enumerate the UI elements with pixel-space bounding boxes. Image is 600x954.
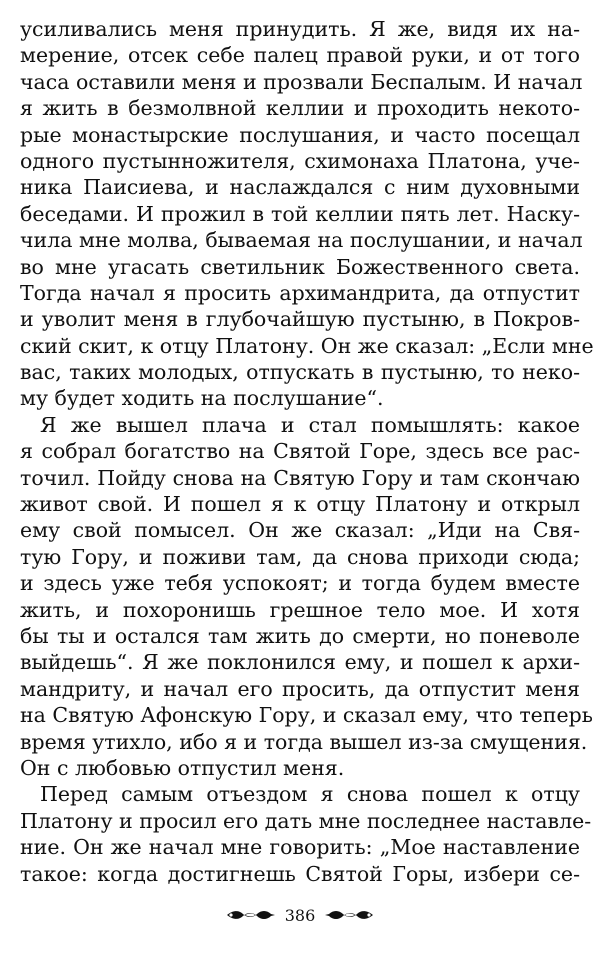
text-line: и здесь уже тебя успокоят; и тогда будем вместе <box>20 571 580 596</box>
text-line: такое: когда достигнешь Святой Горы, избери се- <box>20 861 580 886</box>
text-line: я собрал богатство на Святой Горе, здесь все рас- <box>20 439 580 464</box>
text-line: вас, таких молодых, отпускать в пустыню, то неко- <box>20 360 580 385</box>
text-line: и уволит меня в глубочайшую пустыню, в Покров- <box>20 307 580 332</box>
body-text <box>20 16 594 887</box>
text-line: точил. Пойду снова на Святую Гору и там скончаю <box>20 465 580 490</box>
text-line: беседами. И прожил в той келлии пять лет. Наску- <box>20 201 580 226</box>
text-line: тую Гору, и поживи там, да снова приходи сюда; <box>20 544 580 569</box>
page-number: 386 <box>284 905 316 925</box>
text-line: бы ты и остался там жить до смерти, но поневоле <box>20 623 580 648</box>
text-line: во мне угасать светильник Божественного света. <box>20 254 580 279</box>
text-line: Тогда начал я просить архимандрита, да отпустит <box>20 280 580 305</box>
paragraph-end-line: Он с любовью отпустил меня. <box>20 755 345 780</box>
text-line: я жить в безмолвной келлии и проходить некото- <box>20 96 580 121</box>
text-line: ние. Он же начал мне говорить: „Мое наставление <box>20 835 580 860</box>
text-line: время утихло, ибо я и тогда вышел из-за смущения. <box>20 729 588 754</box>
text-line: мерение, отсек себе палец правой руки, и от того <box>20 43 580 68</box>
text-line: ему свой помысел. Он же сказал: „Иди на Свя- <box>20 518 580 543</box>
text-line: жить, и похоронишь грешное тело мое. И хотя <box>20 597 580 622</box>
ornament-right-icon <box>323 908 375 922</box>
text-line: мандриту, и начал его просить, да отпустит меня <box>20 676 580 701</box>
text-line: выйдешь“. Я же поклонился ему, и пошел к архи- <box>20 650 580 675</box>
text-line: ский скит, к отцу Платону. Он же сказал: „Если мне <box>20 333 594 358</box>
text-line: усиливались меня принудить. Я же, видя их на- <box>20 17 580 41</box>
text-line: рые монастырские послушания, и часто посещал <box>20 122 580 147</box>
text-line: одного пустынножителя, схимонаха Платона, уче- <box>20 148 580 173</box>
text-line: чила мне молва, бываемая на послушании, и начал <box>20 228 583 253</box>
paragraph-start-line: Я же вышел плача и стал помышлять: какое <box>40 412 580 437</box>
text-line: часа оставили меня и прозвали Беспалым. И начал <box>20 69 583 94</box>
paragraph-end-line: му будет ходить на послушание“. <box>20 386 384 411</box>
text-line: живот свой. И пошел я к отцу Платону и открыл <box>20 492 580 517</box>
ornament-left-icon <box>225 908 277 922</box>
paragraph-start-line: Перед самым отъездом я снова пошел к отцу <box>40 782 580 807</box>
page-footer <box>0 902 600 928</box>
text-line: ника Паисиева, и наслаждался с ним духовными <box>20 175 580 200</box>
text-line: Платону и просил его дать мне последнее наставле- <box>20 808 592 833</box>
text-line: на Святую Афонскую Гору, и сказал ему, что теперь <box>20 703 593 728</box>
